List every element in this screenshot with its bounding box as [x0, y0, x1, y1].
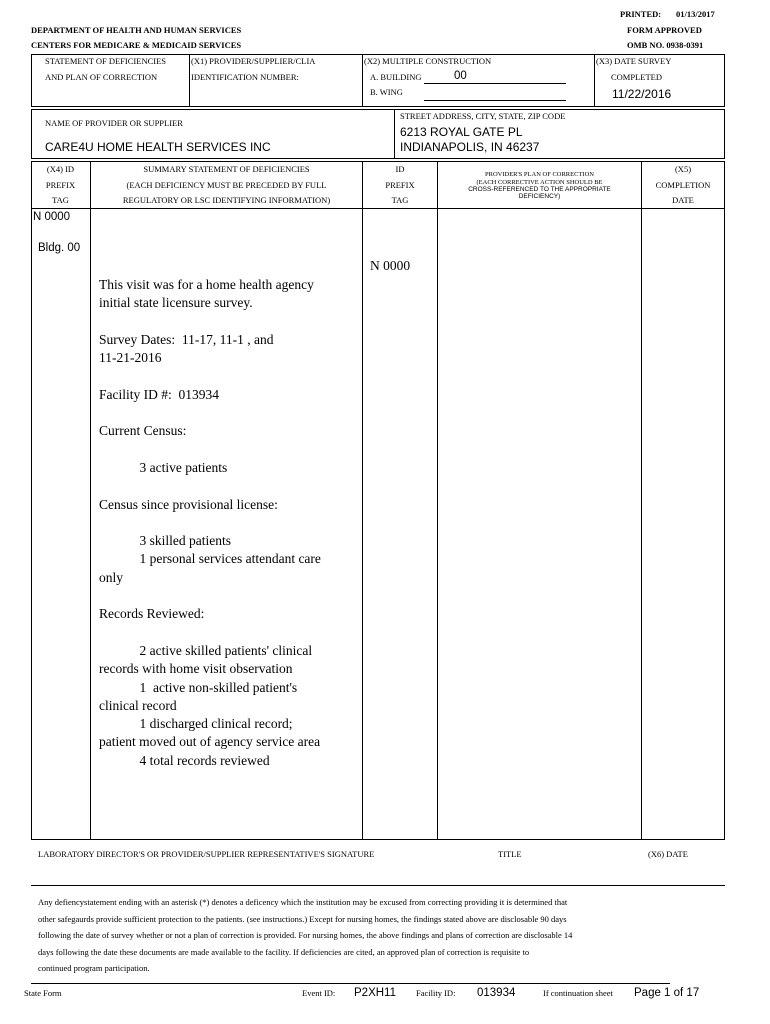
x3-label-2: COMPLETED	[611, 72, 662, 82]
id-header-3: TAG	[391, 195, 409, 205]
summary-line: 3 active patients	[99, 459, 228, 475]
facility-id-value: 013934	[477, 987, 516, 999]
facility-id-label: Facility ID:	[416, 988, 456, 998]
x2-label: (X2) MULTIPLE CONSTRUCTION	[364, 56, 492, 66]
plan-header-1: PROVIDER'S PLAN OF CORRECTION	[485, 171, 594, 178]
address-line-2: INDIANAPOLIS, IN 46237	[400, 140, 540, 154]
event-id-value: P2XH11	[354, 987, 396, 999]
plan-header-4: DEFICIENCY)	[518, 193, 561, 200]
summary-header-3: REGULATORY OR LSC IDENTIFYING INFORMATION)	[122, 195, 331, 205]
summary-line: Census since provisional license:	[99, 496, 278, 512]
summary-line: Records Reviewed:	[99, 606, 205, 622]
event-id-label: Event ID:	[302, 988, 336, 998]
summary-line	[99, 477, 321, 495]
summary-line	[99, 313, 321, 331]
department-title: DEPARTMENT OF HEALTH AND HUMAN SERVICES	[31, 25, 242, 35]
building-tag: Bldg. 00	[38, 242, 81, 254]
summary-line: Survey Dates: 11-17, 11-1 , and	[99, 331, 274, 347]
x6-date-label: (X6) DATE	[648, 849, 688, 859]
disclaimer	[38, 894, 572, 977]
summary-line: This visit was for a home health agency	[99, 277, 314, 292]
plan-header-2: (EACH CORRECTIVE ACTION SHOULD BE	[476, 179, 603, 186]
summary-header-1: SUMMARY STATEMENT OF DEFICIENCIES	[143, 164, 310, 174]
summary-line: 1 personal services attendant care	[99, 551, 321, 567]
statement-label-1: STATEMENT OF DEFICIENCIES	[45, 56, 167, 66]
x1-label-1: (X1) PROVIDER/SUPPLIER/CLIA	[191, 56, 316, 66]
summary-line: 3 skilled patients	[99, 533, 231, 549]
x5-header-3: DATE	[672, 195, 694, 205]
tag-left: N 0000	[33, 211, 71, 223]
summary-line: clinical record	[99, 697, 177, 713]
x4-header-1: (X4) ID	[46, 164, 75, 174]
x1-label-2: IDENTIFICATION NUMBER:	[191, 72, 299, 82]
disclaimer-line: Any defiencystatement ending with an asterisk (*) denotes a deficency which the institution may be excused from correcting providing it is determined that	[38, 897, 568, 907]
disclaimer-line: continued program participation.	[38, 963, 150, 973]
plan-header-3: CROSS-REFERENCED TO THE APPROPRIATE	[468, 186, 611, 193]
continuation-label: If continuation sheet	[543, 988, 613, 998]
summary-line: only	[99, 569, 124, 585]
summary-line	[99, 404, 321, 422]
centers-title: CENTERS FOR MEDICARE & MEDICAID SERVICES	[31, 40, 242, 50]
id-header-1: ID	[395, 164, 405, 174]
address-label: STREET ADDRESS, CITY, STATE, ZIP CODE	[400, 111, 566, 121]
form-approved: FORM APPROVED	[627, 25, 702, 35]
summary-line: Current Census:	[99, 423, 187, 439]
title-label: TITLE	[498, 849, 522, 859]
survey-completed-date: 11/22/2016	[612, 87, 672, 101]
x3-label-1: (X3) DATE SURVEY	[596, 56, 672, 66]
summary-statement	[99, 276, 321, 770]
summary-line	[99, 441, 321, 459]
summary-line: 1 discharged clinical record;	[99, 716, 293, 732]
x4-header-2: PREFIX	[45, 180, 76, 190]
building-label: A. BUILDING	[370, 72, 422, 82]
page-number: Page 1 of 17	[634, 987, 700, 999]
printed-date: 01/13/2017	[676, 9, 715, 19]
id-header-2: PREFIX	[385, 180, 415, 190]
summary-line: 11-21-2016	[99, 350, 162, 366]
summary-line	[99, 624, 321, 642]
x4-header-3: TAG	[52, 195, 69, 205]
statement-label-2: AND PLAN OF CORRECTION	[45, 72, 158, 82]
disclaimer-line: other safegaurds provide sufficient protection to the patients. (see instructions.) Except for nursing homes, the findings stated above are disclosable 90 days	[38, 913, 567, 924]
summary-line: records with home visit observation	[99, 661, 293, 677]
summary-line: 4 total records reviewed	[99, 752, 270, 768]
state-form-label: State Form	[24, 988, 62, 998]
x5-header-1: (X5)	[674, 164, 692, 174]
building-value: 00	[454, 70, 467, 82]
x5-header-2: COMPLETION	[655, 180, 711, 190]
disclaimer-line: following the date of survey whether or not a plan of correction is provided. For nursing homes, the above findings and plans of correction are disclosable 14	[38, 930, 573, 940]
summary-line: 2 active skilled patients' clinical	[99, 642, 313, 658]
summary-line	[99, 587, 321, 605]
wing-label: B. WING	[370, 87, 403, 97]
provider-name-label: NAME OF PROVIDER OR SUPPLIER	[45, 118, 183, 128]
summary-line: 1 active non-skilled patient's	[99, 679, 298, 695]
signature-label: LABORATORY DIRECTOR'S OR PROVIDER/SUPPLIER REPRESENTATIVE'S SIGNATURE	[38, 849, 375, 859]
summary-header-2: (EACH DEFICIENCY MUST BE PRECEDED BY FULL	[126, 180, 327, 190]
printed-label: PRINTED:	[620, 9, 662, 19]
tag-right: N 0000	[370, 258, 411, 273]
provider-name: CARE4U HOME HEALTH SERVICES INC	[45, 140, 271, 154]
summary-line	[99, 514, 321, 532]
summary-line	[99, 367, 321, 385]
summary-line: Facility ID #: 013934	[99, 386, 219, 402]
address-line-1: 6213 ROYAL GATE PL	[400, 125, 523, 139]
summary-line: initial state licensure survey.	[99, 295, 253, 311]
summary-line: patient moved out of agency service area	[99, 734, 321, 750]
omb-number: OMB NO. 0938-0391	[627, 40, 704, 50]
disclaimer-line: days following the date these documents are made available to the facility. If deficiencies are cited, an approved plan of correction is requisite to	[38, 946, 530, 957]
